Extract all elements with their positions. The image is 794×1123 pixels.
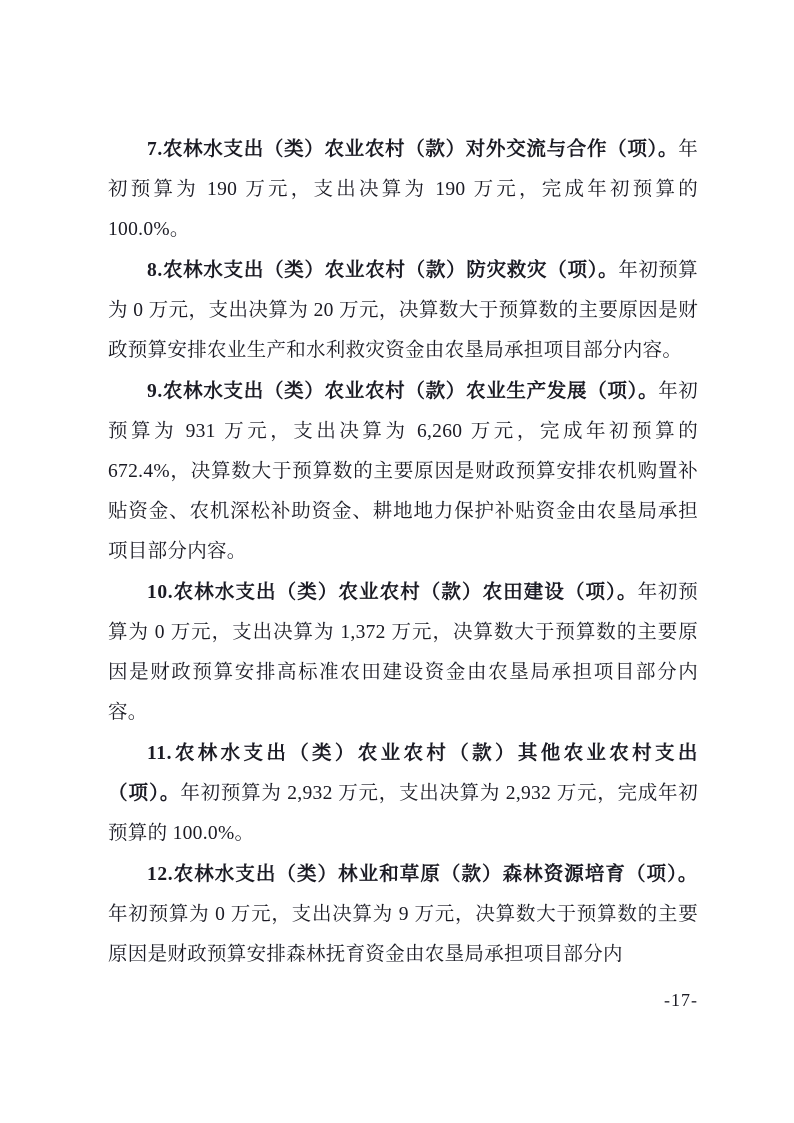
paragraph-lead: 9.农林水支出（类）农业农村（款）农业生产发展（项）。 xyxy=(147,381,659,402)
paragraph-body: 年初预算为 190 万元，支出决算为 190 万元，完成年初预算的 100.0%。 xyxy=(108,139,698,240)
page-number: -17- xyxy=(664,990,698,1010)
paragraph-item-7 xyxy=(108,130,698,250)
paragraph-item-8 xyxy=(108,251,698,371)
paragraph-lead: 10.农林水支出（类）农业农村（款）农田建设（项）。 xyxy=(147,582,638,603)
paragraph-item-9 xyxy=(108,372,698,572)
paragraph-lead: 12.农林水支出（类）林业和草原（款）森林资源培育（项）。 xyxy=(147,864,698,885)
document-body xyxy=(108,130,698,976)
paragraph-lead: 8.农林水支出（类）农业农村（款）防灾救灾（项）。 xyxy=(147,260,619,281)
paragraph-item-11 xyxy=(108,734,698,854)
paragraph-body: 年初预算为 0 万元，支出决算为 9 万元，决算数大于预算数的主要原因是财政预算安排森林抚育资金由农垦局承担项目部分内 xyxy=(108,904,698,965)
paragraph-body: 年初预算为 0 万元，支出决算为 1,372 万元，决算数大于预算数的主要原因是财政预算安排高标准农田建设资金由农垦局承担项目部分内容。 xyxy=(108,582,698,723)
paragraph-body: 年初预算为 931 万元，支出决算为 6,260 万元，完成年初预算的 672.4%，决算数大于预算数的主要原因是财政预算安排农机购置补贴资金、农机深松补助资金、耕地地力保护补贴资金由农垦局承担项目部分内容。 xyxy=(108,381,699,562)
paragraph-body: 年初预算为 2,932 万元，支出决算为 2,932 万元，完成年初预算的 100.0%。 xyxy=(108,783,699,844)
paragraph-lead: 7.农林水支出（类）农业农村（款）对外交流与合作（项）。 xyxy=(147,139,679,160)
paragraph-body: 年初预算为 0 万元，支出决算为 20 万元，决算数大于预算数的主要原因是财政预算安排农业生产和水利救灾资金由农垦局承担项目部分内容。 xyxy=(108,260,698,361)
paragraph-item-12 xyxy=(108,855,698,975)
paragraph-item-10 xyxy=(108,573,698,733)
paragraph-lead: 11.农林水支出（类）农业农村（款）其他农业农村支出（项）。 xyxy=(108,743,698,804)
